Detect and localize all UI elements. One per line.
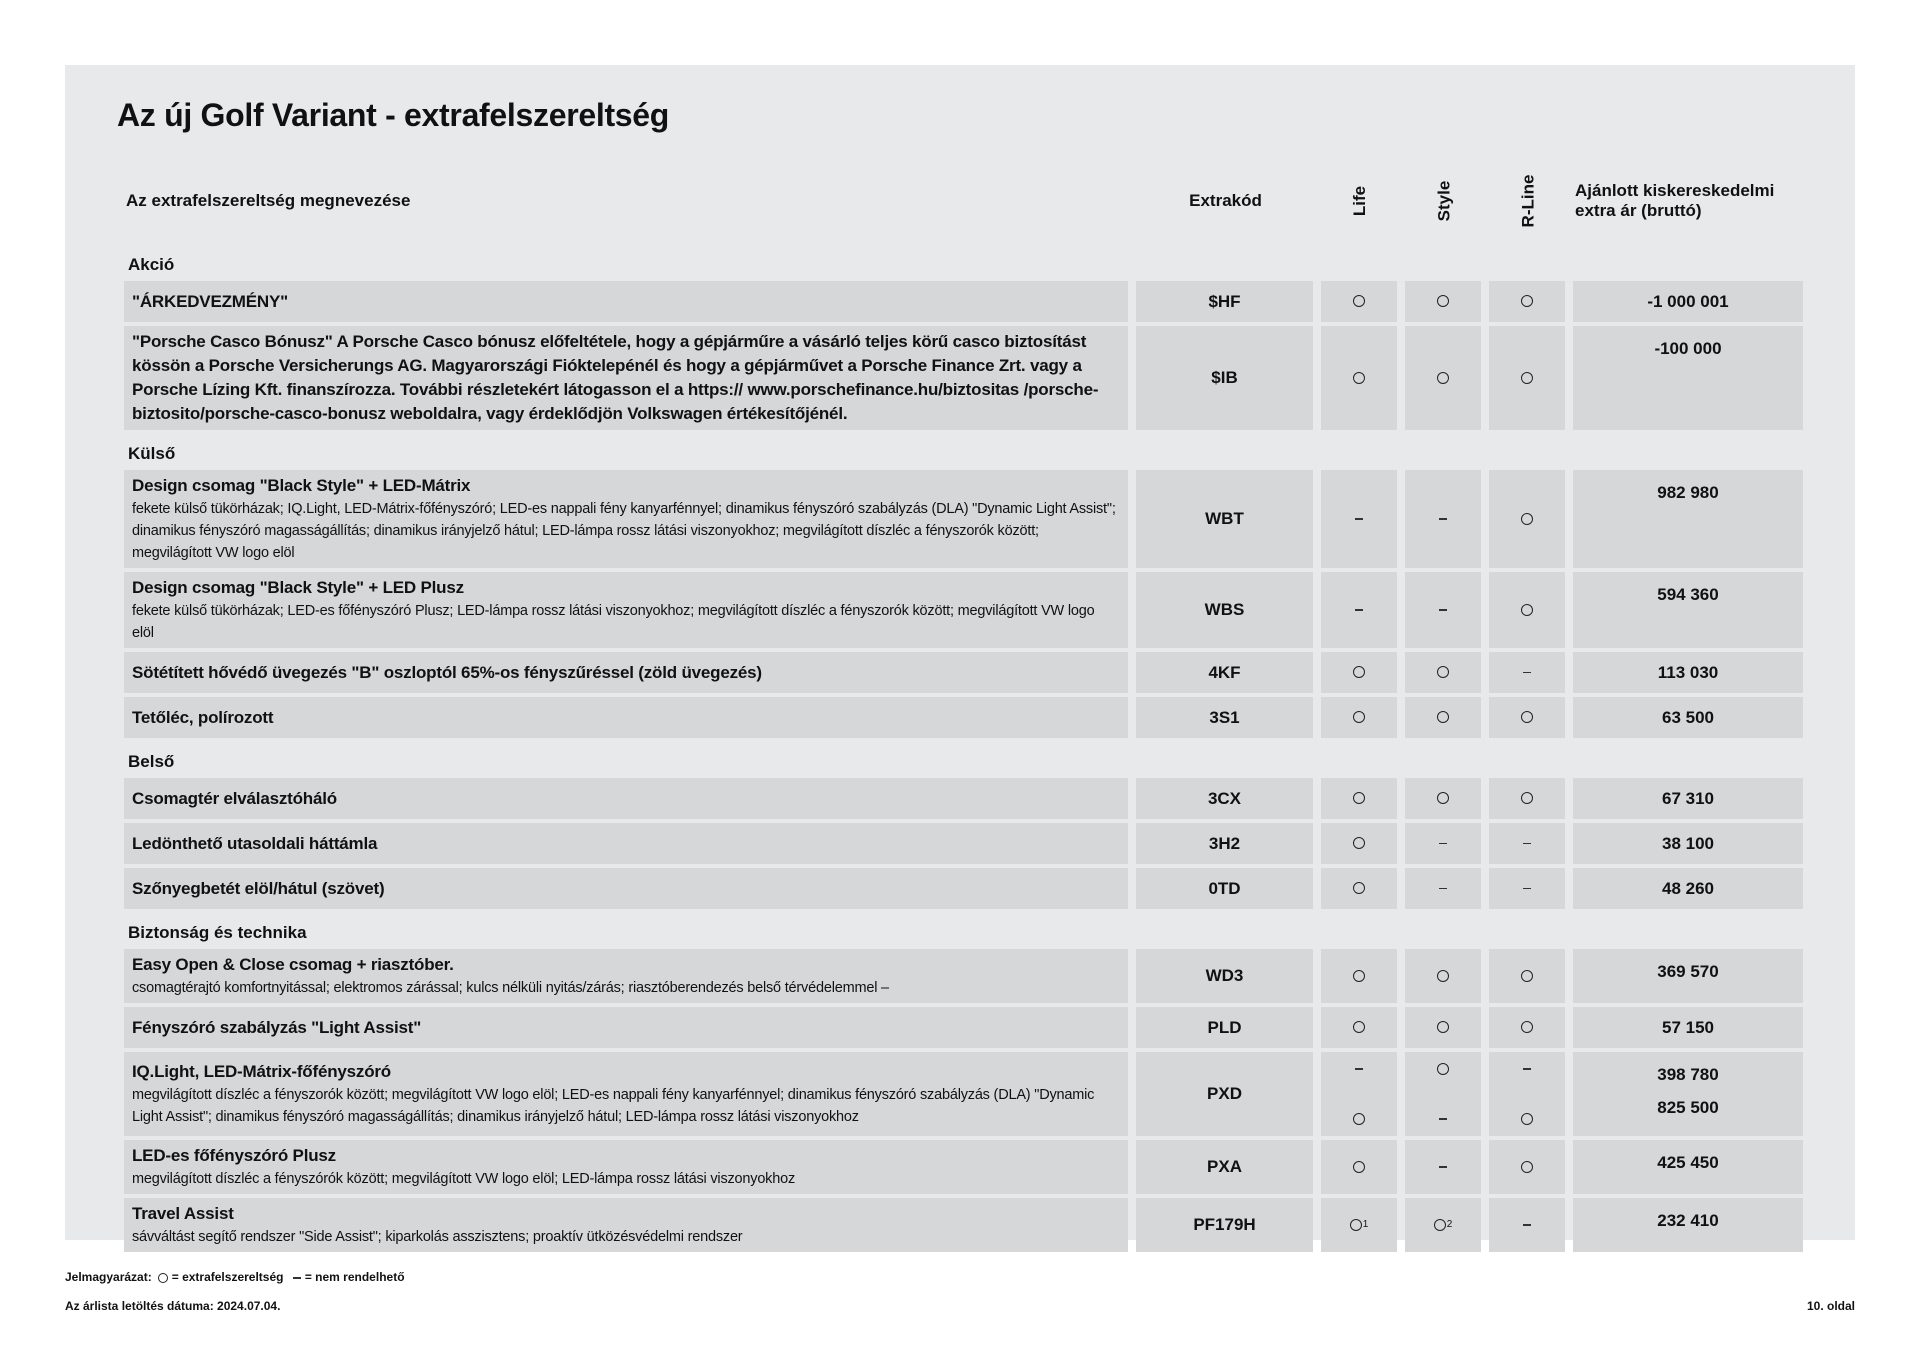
legend-label: Jelmagyarázat:: [65, 1270, 152, 1284]
option-description: fekete külső tükörházak; IQ.Light, LED-Mátrix-főfényszóró; LED-es nappali fény kanyarfénnyel; dinamikus fényszóró szabályzás (DLA) "Dynamic Light Assist"; dinamikus fényszóró magasságállítás; dinamikus irányjelző hátul; LED-lámpa rossz látási viszonyokhoz; megvilágított díszléc a fényszorók között; megvilágított VW logo elöl: [132, 501, 1116, 561]
availability-style: [1405, 778, 1481, 819]
availability-mark: [1497, 1212, 1557, 1238]
availability-mark: [1497, 705, 1557, 731]
option-description: megvilágított díszléc a fényszórók között; megvilágított VW logo elöl; LED-lámpa rossz látási viszonyokhoz: [132, 1171, 796, 1187]
availability-mark: [1413, 1106, 1473, 1132]
available-circle-icon: [1437, 792, 1449, 804]
option-name: Fényszóró szabályzás "Light Assist": [132, 1017, 422, 1037]
available-circle-icon: [1353, 837, 1365, 849]
price-cell: [1573, 326, 1803, 430]
header-code: Extrakód: [1189, 191, 1262, 210]
available-circle-icon: [1437, 372, 1449, 384]
availability-life: [1321, 1007, 1397, 1048]
availability-mark: [1413, 876, 1473, 902]
option-name-cell: [124, 868, 1128, 909]
table-row: [124, 1198, 1803, 1252]
table-row: [124, 281, 1803, 322]
option-name: Tetőléc, polírozott: [132, 707, 274, 727]
table-row: [124, 868, 1803, 909]
price-list-panel: [65, 65, 1855, 1245]
availability-mark: [1413, 1212, 1473, 1238]
table-header: [124, 161, 1803, 241]
not-available-dash-icon: [1439, 1166, 1447, 1168]
availability-mark: [1329, 963, 1389, 989]
availability-rline: [1489, 281, 1565, 322]
availability-style: [1405, 949, 1481, 1003]
availability-mark: [1497, 660, 1557, 686]
option-description: megvilágított díszléc a fényszorók között; megvilágított VW logo elöl; LED-es nappali fény kanyarfénnyel; dinamikus fényszóró szabályzás (DLA) "Dynamic Light Assist"; dinamikus fényszóró magasságállítás; dinamikus irányjelző hátul; LED-lámpa rossz látási viszonyokhoz: [132, 1087, 1095, 1125]
availability-life: [1321, 326, 1397, 430]
not-available-dash-icon: [1355, 609, 1363, 611]
price-cell: [1573, 823, 1803, 864]
option-name-cell: [124, 1140, 1128, 1194]
option-code: PF179H: [1136, 1198, 1313, 1252]
table-row: [124, 778, 1803, 819]
option-code: $HF: [1136, 281, 1313, 322]
option-price: 48 260: [1662, 879, 1714, 898]
availability-mark: [1497, 963, 1557, 989]
availability-rline: [1489, 470, 1565, 568]
availability-style: [1405, 1052, 1481, 1136]
not-available-dash-icon: [1355, 518, 1363, 520]
legend: [65, 1270, 405, 1284]
availability-mark: [1497, 1056, 1557, 1082]
option-name-cell: [124, 1052, 1128, 1136]
availability-life: [1321, 868, 1397, 909]
availability-mark: [1413, 963, 1473, 989]
option-price: -100 000: [1654, 339, 1722, 358]
availability-mark: [1497, 831, 1557, 857]
header-life: Life: [1349, 185, 1369, 217]
option-price: 369 570: [1657, 962, 1719, 981]
availability-life: [1321, 1052, 1397, 1136]
option-price: 57 150: [1662, 1018, 1714, 1037]
price-cell: [1573, 697, 1803, 738]
option-name: Travel Assist: [132, 1204, 234, 1223]
availability-mark: [1329, 705, 1389, 731]
availability-mark: [1497, 1106, 1557, 1132]
available-circle-icon: [1350, 1219, 1362, 1231]
legend-not-available: = nem rendelhető: [304, 1270, 405, 1284]
option-code: WBS: [1136, 572, 1313, 648]
availability-rline: [1489, 697, 1565, 738]
availability-life: [1321, 823, 1397, 864]
available-circle-icon: [1353, 1021, 1365, 1033]
availability-mark: [1413, 831, 1473, 857]
option-price: 67 310: [1662, 789, 1714, 808]
option-code: PXD: [1136, 1052, 1313, 1136]
option-code: 0TD: [1136, 868, 1313, 909]
option-name-cell: [124, 281, 1128, 322]
not-available-dash-icon: [1439, 888, 1447, 890]
option-code: PXA: [1136, 1140, 1313, 1194]
availability-rline: [1489, 1140, 1565, 1194]
price-cell: [1573, 1052, 1803, 1136]
option-price: 982 980: [1657, 483, 1719, 502]
section-title: Biztonság és technika: [128, 923, 307, 942]
available-circle-icon: [1353, 711, 1365, 723]
section-header-row: [124, 913, 1803, 945]
availability-mark: [1413, 365, 1473, 391]
not-available-dash-icon: [1439, 609, 1447, 611]
legend-option: = extrafelszereltség: [171, 1270, 284, 1284]
options-table: [116, 157, 1811, 1256]
option-name: IQ.Light, LED-Mátrix-főfényszóró: [132, 1062, 391, 1081]
option-code: WD3: [1136, 949, 1313, 1003]
availability-mark: [1497, 365, 1557, 391]
table-row: [124, 823, 1803, 864]
availability-rline: [1489, 326, 1565, 430]
availability-mark: [1329, 786, 1389, 812]
available-circle-icon: [1353, 1161, 1365, 1173]
option-name-cell: [124, 326, 1128, 430]
option-description: csomagtérajtó komfortnyitással; elektromos zárással; kulcs nélküli nyitás/zárás; riasztóberendezés belső térvédelemmel –: [132, 980, 889, 996]
option-name: Szőnyegbetét elöl/hátul (szövet): [132, 878, 385, 898]
available-circle-icon: [1521, 1021, 1533, 1033]
availability-life: [1321, 949, 1397, 1003]
not-available-dash-icon: [1439, 843, 1447, 845]
not-available-dash-icon: [1523, 1068, 1531, 1070]
header-rline: R-Line: [1517, 174, 1537, 228]
not-available-dash-icon: [1523, 843, 1531, 845]
available-circle-icon: [1521, 372, 1533, 384]
option-code: 3CX: [1136, 778, 1313, 819]
option-name-cell: [124, 778, 1128, 819]
available-circle-icon: [1521, 792, 1533, 804]
available-circle-icon: [1521, 295, 1533, 307]
available-circle-icon: [1353, 792, 1365, 804]
availability-mark: [1413, 705, 1473, 731]
availability-mark: [1329, 831, 1389, 857]
availability-mark: [1497, 597, 1557, 623]
available-circle-icon: [1521, 970, 1533, 982]
availability-mark: [1413, 1056, 1473, 1082]
header-price: Ajánlott kiskereskedelmi extra ár (bruttó): [1575, 181, 1775, 220]
available-circle-icon: [1353, 666, 1365, 678]
availability-style: [1405, 652, 1481, 693]
download-date: Az árlista letöltés dátuma: 2024.07.04.: [65, 1299, 281, 1313]
availability-style: [1405, 470, 1481, 568]
option-name-cell: [124, 572, 1128, 648]
option-name: Design csomag "Black Style" + LED Plusz: [132, 578, 464, 597]
available-circle-icon: [1521, 1113, 1533, 1125]
availability-rline: [1489, 949, 1565, 1003]
option-name: "ÁRKEDVEZMÉNY": [132, 291, 288, 311]
available-circle-icon: [1353, 295, 1365, 307]
availability-mark: [1329, 1106, 1389, 1132]
availability-life: [1321, 1140, 1397, 1194]
availability-rline: [1489, 868, 1565, 909]
section-header-row: [124, 742, 1803, 774]
not-available-dash-icon: [1439, 1118, 1447, 1120]
option-name: Ledönthető utasoldali háttámla: [132, 833, 378, 853]
availability-mark: [1497, 289, 1557, 315]
table-row: [124, 326, 1803, 430]
availability-mark: [1497, 876, 1557, 902]
availability-mark: [1413, 660, 1473, 686]
available-circle-icon: [1437, 295, 1449, 307]
price-cell: [1573, 778, 1803, 819]
section-title: Belső: [128, 752, 175, 771]
table-row: [124, 652, 1803, 693]
option-description: fekete külső tükörházak; LED-es főfényszóró Plusz; LED-lámpa rossz látási viszonyokhoz; megvilágított díszléc a fényszorók között; megvilágított VW logo elöl: [132, 603, 1095, 641]
option-price: 425 450: [1657, 1153, 1719, 1172]
not-available-dash-icon: [1355, 1068, 1363, 1070]
option-name: LED-es főfényszóró Plusz: [132, 1146, 336, 1165]
option-name-cell: [124, 823, 1128, 864]
footnote-marker: 2: [1446, 1219, 1453, 1230]
option-price: 398 780: [1657, 1065, 1719, 1084]
section-header-row: [124, 245, 1803, 277]
available-circle-icon: [1353, 882, 1365, 894]
page-number: 10. oldal: [1806, 1299, 1855, 1313]
footnote-marker: 1: [1362, 1219, 1369, 1230]
table-row: [124, 1052, 1803, 1136]
option-name-cell: [124, 697, 1128, 738]
availability-life: [1321, 572, 1397, 648]
not-available-dash-icon: [1523, 1224, 1531, 1226]
available-circle-icon: [1521, 513, 1533, 525]
availability-mark: [1413, 1015, 1473, 1041]
price-cell: [1573, 1007, 1803, 1048]
option-name-cell: [124, 652, 1128, 693]
availability-life: [1321, 470, 1397, 568]
option-code: PLD: [1136, 1007, 1313, 1048]
availability-mark: [1413, 597, 1473, 623]
option-code: WBT: [1136, 470, 1313, 568]
availability-style: [1405, 823, 1481, 864]
available-circle-icon: [1353, 970, 1365, 982]
option-name: Sötétített hővédő üvegezés "B" oszloptól 65%-os fényszűréssel (zöld üvegezés): [132, 662, 762, 682]
not-available-dash-icon: [1439, 518, 1447, 520]
availability-mark: [1329, 1056, 1389, 1082]
header-name: Az extrafelszereltség megnevezése: [126, 191, 411, 210]
price-cell: [1573, 868, 1803, 909]
section-title: Akció: [128, 255, 175, 274]
availability-mark: [1497, 1154, 1557, 1180]
table-row: [124, 1007, 1803, 1048]
available-circle-icon: [1521, 1161, 1533, 1173]
availability-mark: [1329, 660, 1389, 686]
price-cell: [1573, 1198, 1803, 1252]
price-cell: [1573, 572, 1803, 648]
availability-rline: [1489, 778, 1565, 819]
availability-life: [1321, 778, 1397, 819]
section-header-row: [124, 434, 1803, 466]
availability-mark: [1413, 786, 1473, 812]
availability-style: [1405, 1198, 1481, 1252]
availability-rline: [1489, 1198, 1565, 1252]
available-circle-icon: [1521, 604, 1533, 616]
option-name: Csomagtér elválasztóháló: [132, 788, 337, 808]
not-available-dash-icon: [1523, 888, 1531, 890]
available-circle-icon: [1434, 1219, 1446, 1231]
option-price: 825 500: [1657, 1098, 1719, 1117]
available-circle-icon: [1437, 1063, 1449, 1075]
availability-rline: [1489, 572, 1565, 648]
option-description: sávváltást segítő rendszer "Side Assist"; kiparkolás asszisztens; proaktív ütközésvédelmi rendszer: [132, 1229, 743, 1245]
price-cell: [1573, 652, 1803, 693]
table-row: [124, 470, 1803, 568]
availability-mark: [1413, 506, 1473, 532]
option-code: 3S1: [1136, 697, 1313, 738]
availability-mark: [1497, 786, 1557, 812]
option-code: 3H2: [1136, 823, 1313, 864]
availability-mark: [1329, 1212, 1389, 1238]
option-name: Design csomag "Black Style" + LED-Mátrix: [132, 476, 471, 495]
price-cell: [1573, 949, 1803, 1003]
table-row: [124, 572, 1803, 648]
available-circle-icon: [1437, 711, 1449, 723]
option-name: Easy Open & Close csomag + riasztóber.: [132, 955, 454, 974]
availability-mark: [1329, 506, 1389, 532]
availability-life: [1321, 1198, 1397, 1252]
availability-life: [1321, 652, 1397, 693]
availability-rline: [1489, 823, 1565, 864]
availability-mark: [1413, 1154, 1473, 1180]
not-available-dash-icon: [1523, 672, 1531, 674]
availability-rline: [1489, 652, 1565, 693]
availability-life: [1321, 281, 1397, 322]
option-name-cell: [124, 470, 1128, 568]
table-row: [124, 697, 1803, 738]
option-price: -1 000 001: [1647, 292, 1729, 311]
availability-mark: [1497, 506, 1557, 532]
availability-style: [1405, 281, 1481, 322]
availability-rline: [1489, 1007, 1565, 1048]
circle-icon: [158, 1273, 168, 1283]
dash-icon: [293, 1277, 301, 1279]
table-row: [124, 949, 1803, 1003]
availability-style: [1405, 697, 1481, 738]
section-title: Külső: [128, 444, 176, 463]
available-circle-icon: [1437, 970, 1449, 982]
availability-style: [1405, 1140, 1481, 1194]
header-style: Style: [1433, 180, 1453, 222]
availability-style: [1405, 1007, 1481, 1048]
available-circle-icon: [1437, 1021, 1449, 1033]
availability-mark: [1329, 597, 1389, 623]
option-code: 4KF: [1136, 652, 1313, 693]
option-price: 63 500: [1662, 708, 1714, 727]
available-circle-icon: [1353, 1113, 1365, 1125]
price-cell: [1573, 470, 1803, 568]
available-circle-icon: [1437, 666, 1449, 678]
available-circle-icon: [1521, 711, 1533, 723]
option-price: 38 100: [1662, 834, 1714, 853]
availability-rline: [1489, 1052, 1565, 1136]
option-name-cell: [124, 1007, 1128, 1048]
option-code: $IB: [1136, 326, 1313, 430]
availability-mark: [1497, 1015, 1557, 1041]
option-name-cell: [124, 1198, 1128, 1252]
option-price: 232 410: [1657, 1211, 1719, 1230]
availability-mark: [1329, 876, 1389, 902]
page-title: Az új Golf Variant - extrafelszereltség: [117, 97, 670, 133]
option-price: 113 030: [1657, 663, 1719, 682]
availability-mark: [1329, 365, 1389, 391]
availability-mark: [1413, 289, 1473, 315]
availability-life: [1321, 697, 1397, 738]
available-circle-icon: [1353, 372, 1365, 384]
table-row: [124, 1140, 1803, 1194]
availability-mark: [1329, 1015, 1389, 1041]
availability-style: [1405, 572, 1481, 648]
option-price: 594 360: [1657, 585, 1719, 604]
availability-style: [1405, 326, 1481, 430]
price-cell: [1573, 1140, 1803, 1194]
availability-mark: [1329, 289, 1389, 315]
price-cell: [1573, 281, 1803, 322]
availability-mark: [1329, 1154, 1389, 1180]
option-name: "Porsche Casco Bónusz" A Porsche Casco bónusz előfeltétele, hogy a gépjárműre a vásárló teljes körű casco biztosítást kössön a Porsche Versicherungs AG. Magyarországi Fióktelepénél és hogy a gépjárművet a Porsche Finance Zrt. vagy a Porsche Lízing Kft. finanszírozza. További részletekért látogasson el a https:// www.porschefinance.hu/biztositas /porsche-biztosito/porsche-casco-bonusz weboldalra, vagy érdeklődjön Volkswagen értékesítőjénél.: [132, 332, 1099, 423]
availability-style: [1405, 868, 1481, 909]
option-name-cell: [124, 949, 1128, 1003]
